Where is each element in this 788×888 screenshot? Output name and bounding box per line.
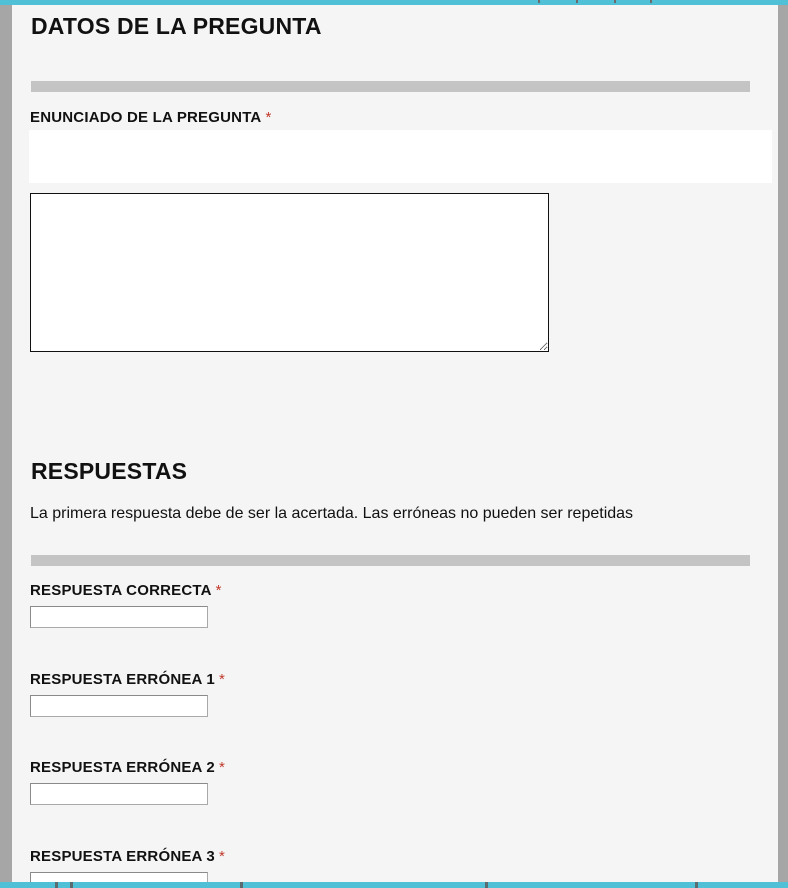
answers-help-text: La primera respuesta debe de ser la acertada. Las erróneas no pueden ser repetidas (30, 505, 634, 522)
window-bottom-bar (0, 882, 788, 888)
answers-section-title: RESPUESTAS (31, 458, 188, 484)
statement-label (30, 109, 272, 126)
question-section-title: DATOS DE LA PREGUNTA (31, 13, 322, 39)
required-marker: * (218, 759, 225, 776)
statement-label-text: ENUNCIADO DE LA PREGUNTA (30, 109, 262, 126)
wrong-answer-3-label-text: RESPUESTA ERRÓNEA 3 (30, 848, 215, 865)
correct-answer-input[interactable] (30, 606, 208, 628)
wrong-answer-1-label (30, 671, 225, 688)
required-marker: * (265, 109, 272, 126)
required-marker: * (215, 582, 222, 599)
statement-toolbar-area (29, 130, 772, 183)
correct-answer-label (30, 582, 222, 599)
statement-textarea[interactable] (30, 193, 549, 352)
wrong-answer-3-input[interactable] (30, 872, 208, 882)
required-marker: * (218, 671, 225, 688)
wrong-answer-1-label-text: RESPUESTA ERRÓNEA 1 (30, 671, 215, 688)
wrong-answer-3-label (30, 848, 225, 865)
section-divider (31, 555, 750, 566)
wrong-answer-2-input[interactable] (30, 783, 208, 805)
section-divider (31, 81, 750, 92)
top-bar-marks (530, 0, 670, 3)
form-panel (12, 5, 778, 882)
wrong-answer-2-label (30, 759, 225, 776)
window-right-edge (778, 5, 788, 882)
required-marker: * (218, 848, 225, 865)
wrong-answer-2-label-text: RESPUESTA ERRÓNEA 2 (30, 759, 215, 776)
correct-answer-label-text: RESPUESTA CORRECTA (30, 582, 212, 599)
wrong-answer-1-input[interactable] (30, 695, 208, 717)
